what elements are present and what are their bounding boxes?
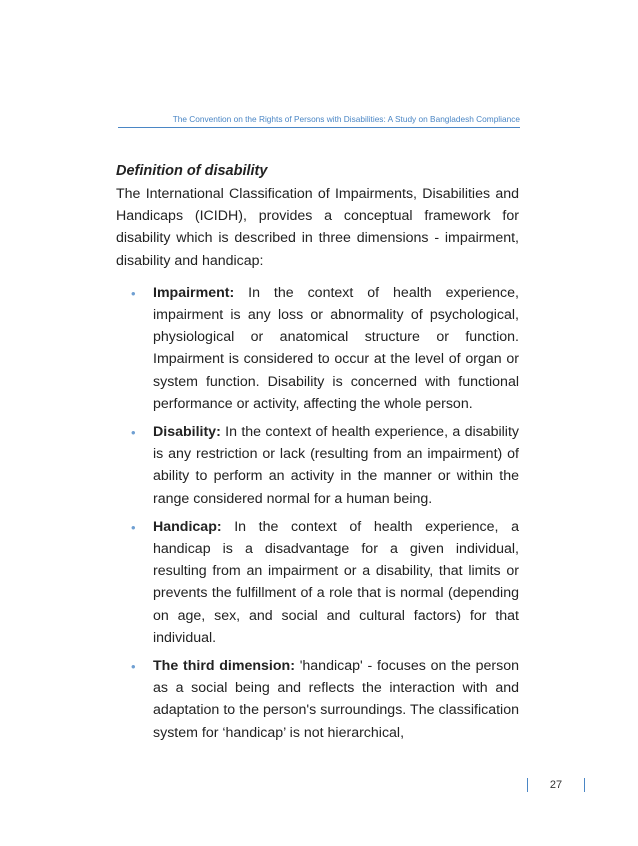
list-item-body: In the context of health experience, a disability is any restriction or lack (resulting from an impairment) of ability to perform an activity in the manner or within the range considered normal for a human being. [153,424,519,507]
list-item [116,516,519,649]
list-item-text [153,421,519,510]
list-item [116,421,519,510]
list-item-body: In the context of health experience, impairment is any loss or abnormality of psychological, physiological or anatomical structure or function. Impairment is considered to occur at the level of organ or system function. Disability is concerned with functional performance or activity, affecting the whole person. [153,284,519,412]
list-item-term: Impairment: [153,284,235,301]
section-title: Definition of disability [116,163,268,179]
bullet-dot-icon: • [131,659,136,675]
list-item [116,282,519,415]
page-content [116,160,519,750]
bullet-dot-icon: • [131,519,136,535]
list-item-term: Disability: [153,424,221,441]
list-item-text [153,282,519,415]
list-item [116,655,519,744]
list-item-body: 'handicap' - focuses on the person as a social being and reflects the interaction with and adaptation to the person's surroundings. The classification system for ‘handicap’ is not hierarchical, [153,658,519,741]
list-item-term: The third dimension: [153,658,295,675]
bullet-dot-icon: • [131,285,136,301]
list-item-term: Handicap: [153,518,222,535]
list-item-text [153,516,519,649]
bullet-dot-icon: • [131,425,136,441]
definition-list [116,282,519,744]
intro-paragraph: The International Classification of Impairments, Disabilities and Handicaps (ICIDH), provides a conceptual framework for disability which is described in three dimensions - impairment, disability and handicap: [116,186,519,269]
page-number: 27 [527,778,585,792]
running-header [118,114,520,128]
list-item-text [153,655,519,744]
running-header-title: The Convention on the Rights of Persons with Disabilities: A Study on Bangladesh Compliance [172,114,520,124]
list-item-body: In the context of health experience, a handicap is a disadvantage for a given individual, resulting from an impairment or a disability, that limits or prevents the fulfillment of a role that is normal (depending on age, sex, and social and cultural factors) for that individual. [153,518,519,646]
